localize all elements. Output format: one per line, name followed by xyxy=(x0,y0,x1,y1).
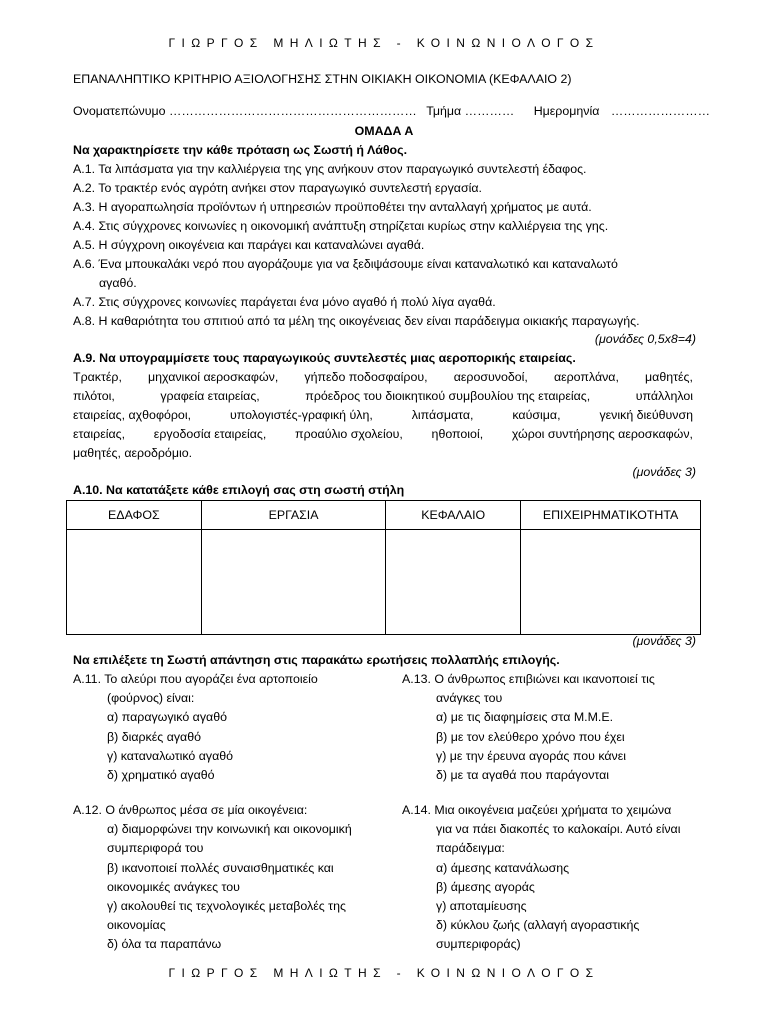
q14-stem: παράδειγμα: xyxy=(436,841,505,856)
name-label: Ονοματεπώνυμο xyxy=(73,104,166,118)
table-cell-land[interactable] xyxy=(67,530,202,635)
student-info-row xyxy=(73,102,710,121)
a9-term[interactable]: γήπεδο ποδοσφαίρου, xyxy=(304,370,428,384)
tf-item-continuation: αγαθό. xyxy=(99,276,137,290)
tf-item: Α.1. Τα λιπάσματα για την καλλιέργεια της γης ανήκουν στον παραγωγικό συντελεστή έδαφος. xyxy=(73,162,587,176)
a9-term[interactable]: υπάλληλοι xyxy=(635,389,693,403)
tf-item: Α.8. Η καθαριότητα του σπιτιού από τα μέλη της οικογένειας δεν είναι παράδειγμα οικιακής παραγωγής. xyxy=(73,314,640,328)
q14-option[interactable]: β) άμεσης αγοράς xyxy=(436,879,535,894)
q14-option[interactable]: α) άμεσης κατανάλωσης xyxy=(436,860,570,875)
a9-term[interactable]: εργοδοσία εταιρείας, xyxy=(153,427,267,441)
q12-option[interactable]: δ) όλα τα παραπάνω xyxy=(107,937,222,952)
a9-term[interactable]: εταιρείας, αχθοφόροι, xyxy=(73,408,192,422)
worksheet-title: ΕΠΑΝΑΛΗΠΤΙΚΟ ΚΡΙΤΗΡΙΟ ΑΞΙΟΛΟΓΗΣΗΣ ΣΤΗΝ ΟΙΚΙΑΚΗ ΟΙΚΟΝΟΜΙΑ (ΚΕΦΑΛΑΙΟ 2) xyxy=(73,72,572,86)
q11-option[interactable]: α) παραγωγικό αγαθό xyxy=(107,710,227,725)
question-a12 xyxy=(73,801,352,955)
a9-line-last[interactable]: μαθητές, αεροδρόμιο. xyxy=(73,446,193,460)
tf-item: Α.6. Ένα μπουκαλάκι νερό που αγοράζουμε για να ξεδιψάσουμε είναι καταναλωτικό και καταναλωτό xyxy=(73,257,618,271)
tf-item: Α.7. Στις σύγχρονες κοινωνίες παράγεται ένα μόνο αγαθό ή πολύ λίγα αγαθά. xyxy=(73,295,496,309)
q11-stem: (φούρνος) είναι: xyxy=(107,691,195,706)
a9-term[interactable]: πιλότοι, xyxy=(73,389,115,403)
q14-option[interactable]: δ) κύκλου ζωής (αλλαγή αγοραστικής xyxy=(436,918,640,933)
a9-term[interactable]: ηθοποιοί, xyxy=(431,427,484,441)
a9-instruction: Α.9. Να υπογραμμίσετε τους παραγωγικούς συντελεστές μιας αεροπορικής εταιρείας. xyxy=(73,351,576,365)
tf-item: Α.2. Το τρακτέρ ενός αγρότη ανήκει στον παραγωγικό συντελεστή εργασία. xyxy=(73,181,482,195)
a9-term[interactable]: προαύλιο σχολείου, xyxy=(295,427,403,441)
name-blank[interactable]: …………………………………………………… xyxy=(168,104,417,118)
a9-term[interactable]: Τρακτέρ, xyxy=(73,370,122,384)
a10-instruction: Α.10. Να κατατάξετε κάθε επιλογή σας στη σωστή στήλη xyxy=(73,483,405,497)
a9-term[interactable]: χώροι συντήρησης αεροσκαφών, xyxy=(511,427,693,441)
a9-term[interactable]: πρόεδρος του διοικητικού συμβουλίου της εταιρείας, xyxy=(305,389,591,403)
table-cell-entrepreneurship[interactable] xyxy=(521,530,701,635)
table-header-capital: ΚΕΦΑΛΑΙΟ xyxy=(386,501,521,530)
q12-option-cont[interactable]: οικονομικές ανάγκες του xyxy=(107,879,240,894)
q13-option[interactable]: α) με τις διαφημίσεις στα Μ.Μ.Ε. xyxy=(436,710,614,725)
q12-option[interactable]: β) ικανοποιεί πολλές συναισθηματικές και xyxy=(107,860,334,875)
q12-option[interactable]: α) διαμορφώνει την κοινωνική και οικονομική xyxy=(107,822,352,837)
question-a11 xyxy=(73,670,318,785)
q11-option[interactable]: δ) χρηματικό αγαθό xyxy=(107,768,215,783)
a9-line xyxy=(73,387,693,406)
a9-term[interactable]: μηχανικοί αεροσκαφών, xyxy=(148,370,279,384)
q12-option-cont[interactable]: συμπεριφορά του xyxy=(107,841,204,856)
q12-option[interactable]: γ) ακολουθεί τις τεχνολογικές μεταβολές της xyxy=(107,899,346,914)
a9-term[interactable]: αεροπλάνα, xyxy=(553,370,619,384)
header-author: ΓΙΩΡΓΟΣ ΜΗΛΙΩΤΗΣ - ΚΟΙΝΩΝΙΟΛΟΓΟΣ xyxy=(168,36,600,50)
q13-option[interactable]: γ) με την έρευνα αγοράς που κάνει xyxy=(436,748,627,763)
date-blank[interactable]: …………………… xyxy=(610,104,710,118)
tf-item: Α.5. Η σύγχρονη οικογένεια και παράγει και καταναλώνει αγαθά. xyxy=(73,238,425,252)
q13-option[interactable]: δ) με τα αγαθά που παράγονται xyxy=(436,768,610,783)
q11-stem: Α.11. Το αλεύρι που αγοράζει ένα αρτοποιείο xyxy=(73,672,318,686)
tf-item: Α.3. Η αγοραπωλησία προϊόντων ή υπηρεσιών προϋποθέτει την ανταλλαγή χρήματος με αυτά. xyxy=(73,200,592,214)
q14-option-cont[interactable]: συμπεριφοράς) xyxy=(436,937,521,952)
classification-table xyxy=(66,500,701,635)
tf-points: (μονάδες 0,5x8=4) xyxy=(594,332,696,346)
group-title: ΟΜΑΔΑ Α xyxy=(354,124,414,138)
date-label: Ημερομηνία xyxy=(533,104,600,118)
table-header-land: ΕΔΑΦΟΣ xyxy=(67,501,202,530)
table-cell-labour[interactable] xyxy=(201,530,386,635)
table-cell-capital[interactable] xyxy=(386,530,521,635)
tf-item: Α.4. Στις σύγχρονες κοινωνίες η οικονομική ανάπτυξη στηρίζεται κυρίως στην καλλιέργεια της γης. xyxy=(73,219,609,233)
q14-option[interactable]: γ) αποταμίευσης xyxy=(436,899,527,914)
q14-stem: Α.14. Μια οικογένεια μαζεύει χρήματα το χειμώνα xyxy=(402,803,672,817)
class-blank[interactable]: ………… xyxy=(464,104,515,118)
footer-author: ΓΙΩΡΓΟΣ ΜΗΛΙΩΤΗΣ - ΚΟΙΝΩΝΙΟΛΟΓΟΣ xyxy=(168,966,600,980)
a9-term[interactable]: εταιρείας, xyxy=(73,427,126,441)
question-a13 xyxy=(402,670,655,785)
a9-line xyxy=(73,425,693,444)
true-false-instruction: Να χαρακτηρίσετε την κάθε πρόταση ως Σωστή ή Λάθος. xyxy=(73,143,408,157)
q12-stem: Α.12. Ο άνθρωπος μέσα σε μία οικογένεια: xyxy=(73,803,308,817)
a9-term[interactable]: λιπάσματα, xyxy=(411,408,474,422)
a9-term[interactable]: γραφεία εταιρείας, xyxy=(160,389,260,403)
question-a14 xyxy=(402,801,680,955)
table-header-labour: ΕΡΓΑΣΙΑ xyxy=(201,501,386,530)
class-label: Τμήμα xyxy=(426,104,462,118)
multiple-choice-instruction: Να επιλέξετε τη Σωστή απάντηση στις παρακάτω ερωτήσεις πολλαπλής επιλογής. xyxy=(73,653,560,667)
q13-stem: ανάγκες του xyxy=(436,691,503,706)
a9-line xyxy=(73,406,693,425)
q11-option[interactable]: γ) καταναλωτικό αγαθό xyxy=(107,748,234,763)
q12-option-cont[interactable]: οικονομίας xyxy=(107,918,166,933)
q13-stem: Α.13. Ο άνθρωπος επιβιώνει και ικανοποιεί τις xyxy=(402,672,655,686)
q13-option[interactable]: β) με τον ελεύθερο χρόνο που έχει xyxy=(436,729,625,744)
table-header-entrepreneurship: ΕΠΙΧΕΙΡΗΜΑΤΙΚΟΤΗΤΑ xyxy=(521,501,701,530)
a9-term[interactable]: αεροσυνοδοί, xyxy=(453,370,528,384)
a9-line xyxy=(73,368,693,387)
q14-stem: για να πάει διακοπές το καλοκαίρι. Αυτό είναι xyxy=(436,822,681,837)
a9-term[interactable]: υπολογιστές-γραφική ύλη, xyxy=(229,408,373,422)
a10-points: (μονάδες 3) xyxy=(632,634,696,648)
a9-term[interactable]: μαθητές, xyxy=(645,370,693,384)
a9-term[interactable]: καύσιμα, xyxy=(512,408,561,422)
a9-points: (μονάδες 3) xyxy=(632,465,696,479)
a9-term[interactable]: γενική διεύθυνση xyxy=(599,408,693,422)
q11-option[interactable]: β) διαρκές αγαθό xyxy=(107,729,201,744)
